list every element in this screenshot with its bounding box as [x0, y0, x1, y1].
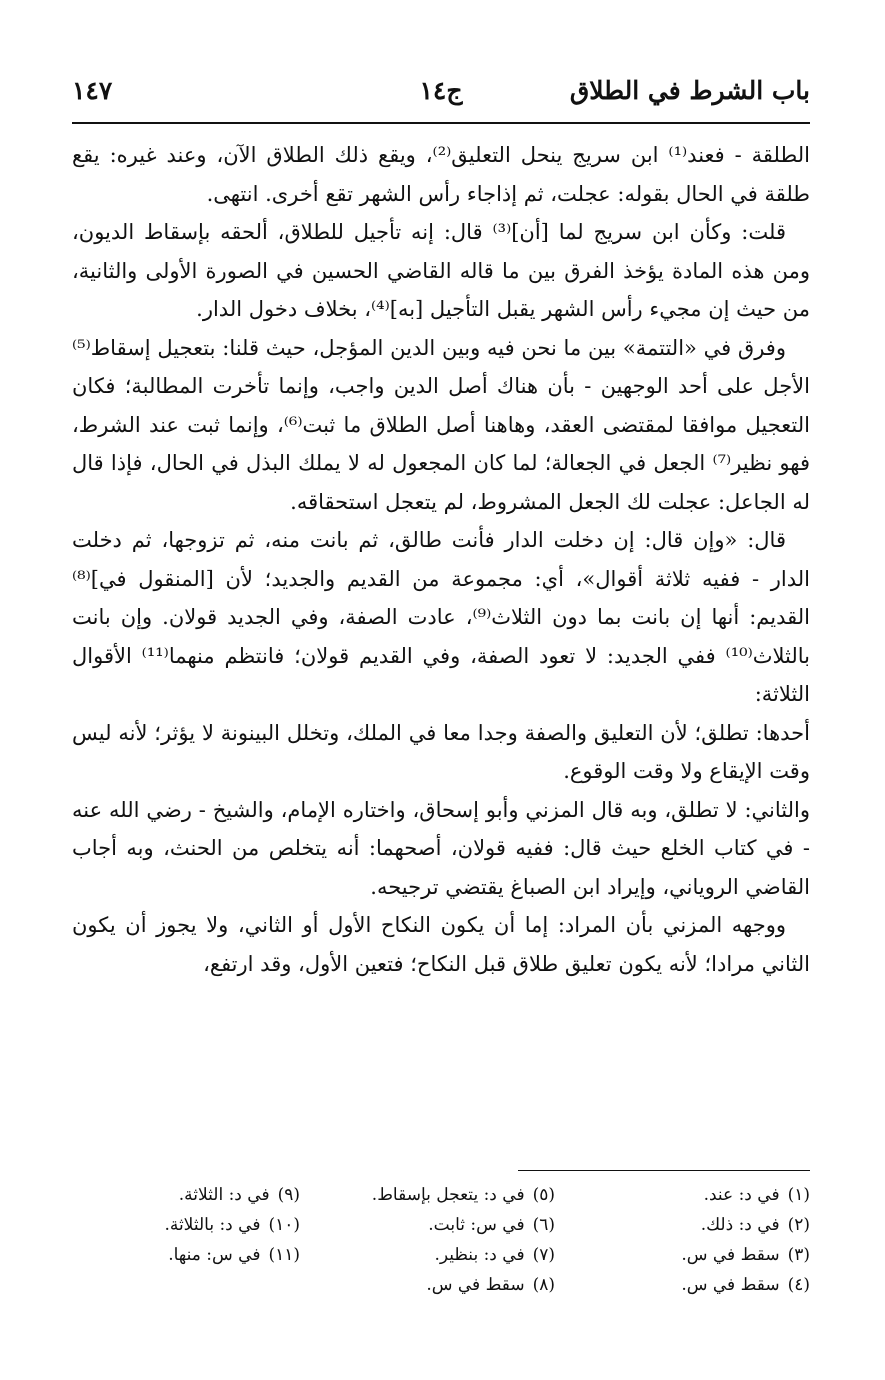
- footnote-number: (١): [787, 1185, 810, 1205]
- footnote-text: سقط في س.: [681, 1245, 780, 1265]
- paragraph: ووجهه المزني بأن المراد: إما أن يكون النكاح الأول أو الثاني، ولا يجوز أن يكون الثاني مرادا؛ لأنه يكون تعليق طلاق قبل النكاح؛ فتعين الأول، وقد ارتفع،: [72, 913, 810, 976]
- footnote-text: سقط في س.: [681, 1275, 780, 1295]
- footnote-column: [335, 1180, 555, 1300]
- running-title: باب الشرط في الطلاق: [569, 76, 810, 105]
- page-number: ١٤٧: [72, 76, 113, 105]
- footnote-divider: [518, 1170, 810, 1171]
- footnote-number: (٤): [787, 1275, 810, 1295]
- footnote-number: (١١): [268, 1245, 300, 1265]
- paragraph: وفرق في «التتمة» بين ما نحن فيه وبين الدين المؤجل، حيث قلنا: بتعجيل إسقاط⁽⁵⁾ الأجل على أحد الوجهين - بأن هناك أصل الدين واجب، وإنما تأخرت المطالبة؛ فكان التعجيل موافقا لمقتضى العقد، وهاهنا أصل الطلاق ما ثبت⁽⁶⁾، وإنما ثبت عند الشرط، فهو نظير⁽⁷⁾ الجعل في الجعالة؛ لما كان المجعول له لا يملك البذل في الحال، فإذا قال له الجاعل: عجلت لك الجعل المشروط، لم يتعجل استحقاقه.: [72, 335, 810, 514]
- footnote-text: في د: ذلك.: [700, 1215, 780, 1235]
- footnote-number: (٦): [532, 1215, 555, 1235]
- footnote-text: في د: عند.: [703, 1185, 780, 1205]
- footnote-text: في س: ثابت.: [428, 1215, 525, 1235]
- footnote: [335, 1240, 555, 1270]
- footnote: [610, 1210, 810, 1240]
- footnote-number: (٥): [532, 1185, 555, 1205]
- paragraph: قلت: وكأن ابن سريج لما [أن]⁽³⁾ قال: إنه تأجيل للطلاق، ألحقه بإسقاط الديون، ومن هذه المادة يؤخذ الفرق بين ما قاله القاضي الحسين في الصورة الأولى والثانية، من حيث إن مجيء رأس الشهر يقبل التأجيل [به]⁽⁴⁾، بخلاف دخول الدار.: [72, 220, 810, 321]
- main-text: [72, 136, 810, 983]
- footnote-text: في د: يتعجل بإسقاط.: [371, 1185, 525, 1205]
- footnote: [610, 1270, 810, 1300]
- footnote: [72, 1210, 300, 1240]
- footnote-text: سقط في س.: [426, 1275, 525, 1295]
- footnote: [72, 1240, 300, 1270]
- volume-number: ج١٤: [419, 76, 463, 105]
- footnote-number: (١٠): [268, 1215, 300, 1235]
- page-header: [72, 76, 810, 116]
- paragraph: أحدها: تطلق؛ لأن التعليق والصفة وجدا معا في الملك، وتخلل البينونة لا يؤثر؛ لأنه ليس وقت الإيقاع ولا وقت الوقوع.: [72, 720, 810, 783]
- footnote: [72, 1180, 300, 1210]
- footnote-text: في د: بالثلاثة.: [164, 1215, 261, 1235]
- footnote: [610, 1240, 810, 1270]
- footnote-number: (٢): [787, 1215, 810, 1235]
- footnote: [335, 1210, 555, 1240]
- footnote-number: (٩): [277, 1185, 300, 1205]
- footnote-column: [72, 1180, 300, 1270]
- footnote: [610, 1180, 810, 1210]
- footnote-text: في د: بنظير.: [434, 1245, 525, 1265]
- footnote-number: (٨): [532, 1275, 555, 1295]
- footnote-number: (٧): [532, 1245, 555, 1265]
- footnote: [335, 1270, 555, 1300]
- paragraph: الطلقة - فعند⁽¹⁾ ابن سريج ينحل التعليق⁽²⁾، ويقع ذلك الطلاق الآن، وعند غيره: يقع طلقة في الحال بقوله: عجلت، ثم إذاجاء رأس الشهر تقع أخرى. انتهى.: [72, 143, 810, 206]
- paragraph: والثاني: لا تطلق، وبه قال المزني وأبو إسحاق، واختاره الإمام، والشيخ - رضي الله عنه - في كتاب الخلع حيث قال: ففيه قولان، أصحهما: أنه يتخلص من الحنث، وبه أجاب القاضي الروياني، وإيراد ابن الصباغ يقتضي ترجيحه.: [72, 797, 810, 899]
- paragraph: قال: «وإن قال: إن دخلت الدار فأنت طالق، ثم بانت منه، ثم تزوجها، ثم دخلت الدار - ففيه ثلاثة أقوال»، أي: مجموعة من القديم والجديد؛ لأن [المنقول في]⁽⁸⁾ القديم: أنها إن بانت بما دون الثلاث⁽⁹⁾، عادت الصفة، وفي الجديد قولان. وإن بانت بالثلاث⁽¹⁰⁾ ففي الجديد: لا تعود الصفة، وفي القديم قولان؛ فانتظم منهما⁽¹¹⁾ الأقوال الثلاثة:: [72, 528, 811, 706]
- footnote-text: في س: منها.: [168, 1245, 261, 1265]
- footnote-text: في د: الثلاثة.: [178, 1185, 270, 1205]
- footnote: [335, 1180, 555, 1210]
- header-divider: [72, 122, 810, 124]
- footnote-column: [610, 1180, 810, 1300]
- footnote-number: (٣): [787, 1245, 810, 1265]
